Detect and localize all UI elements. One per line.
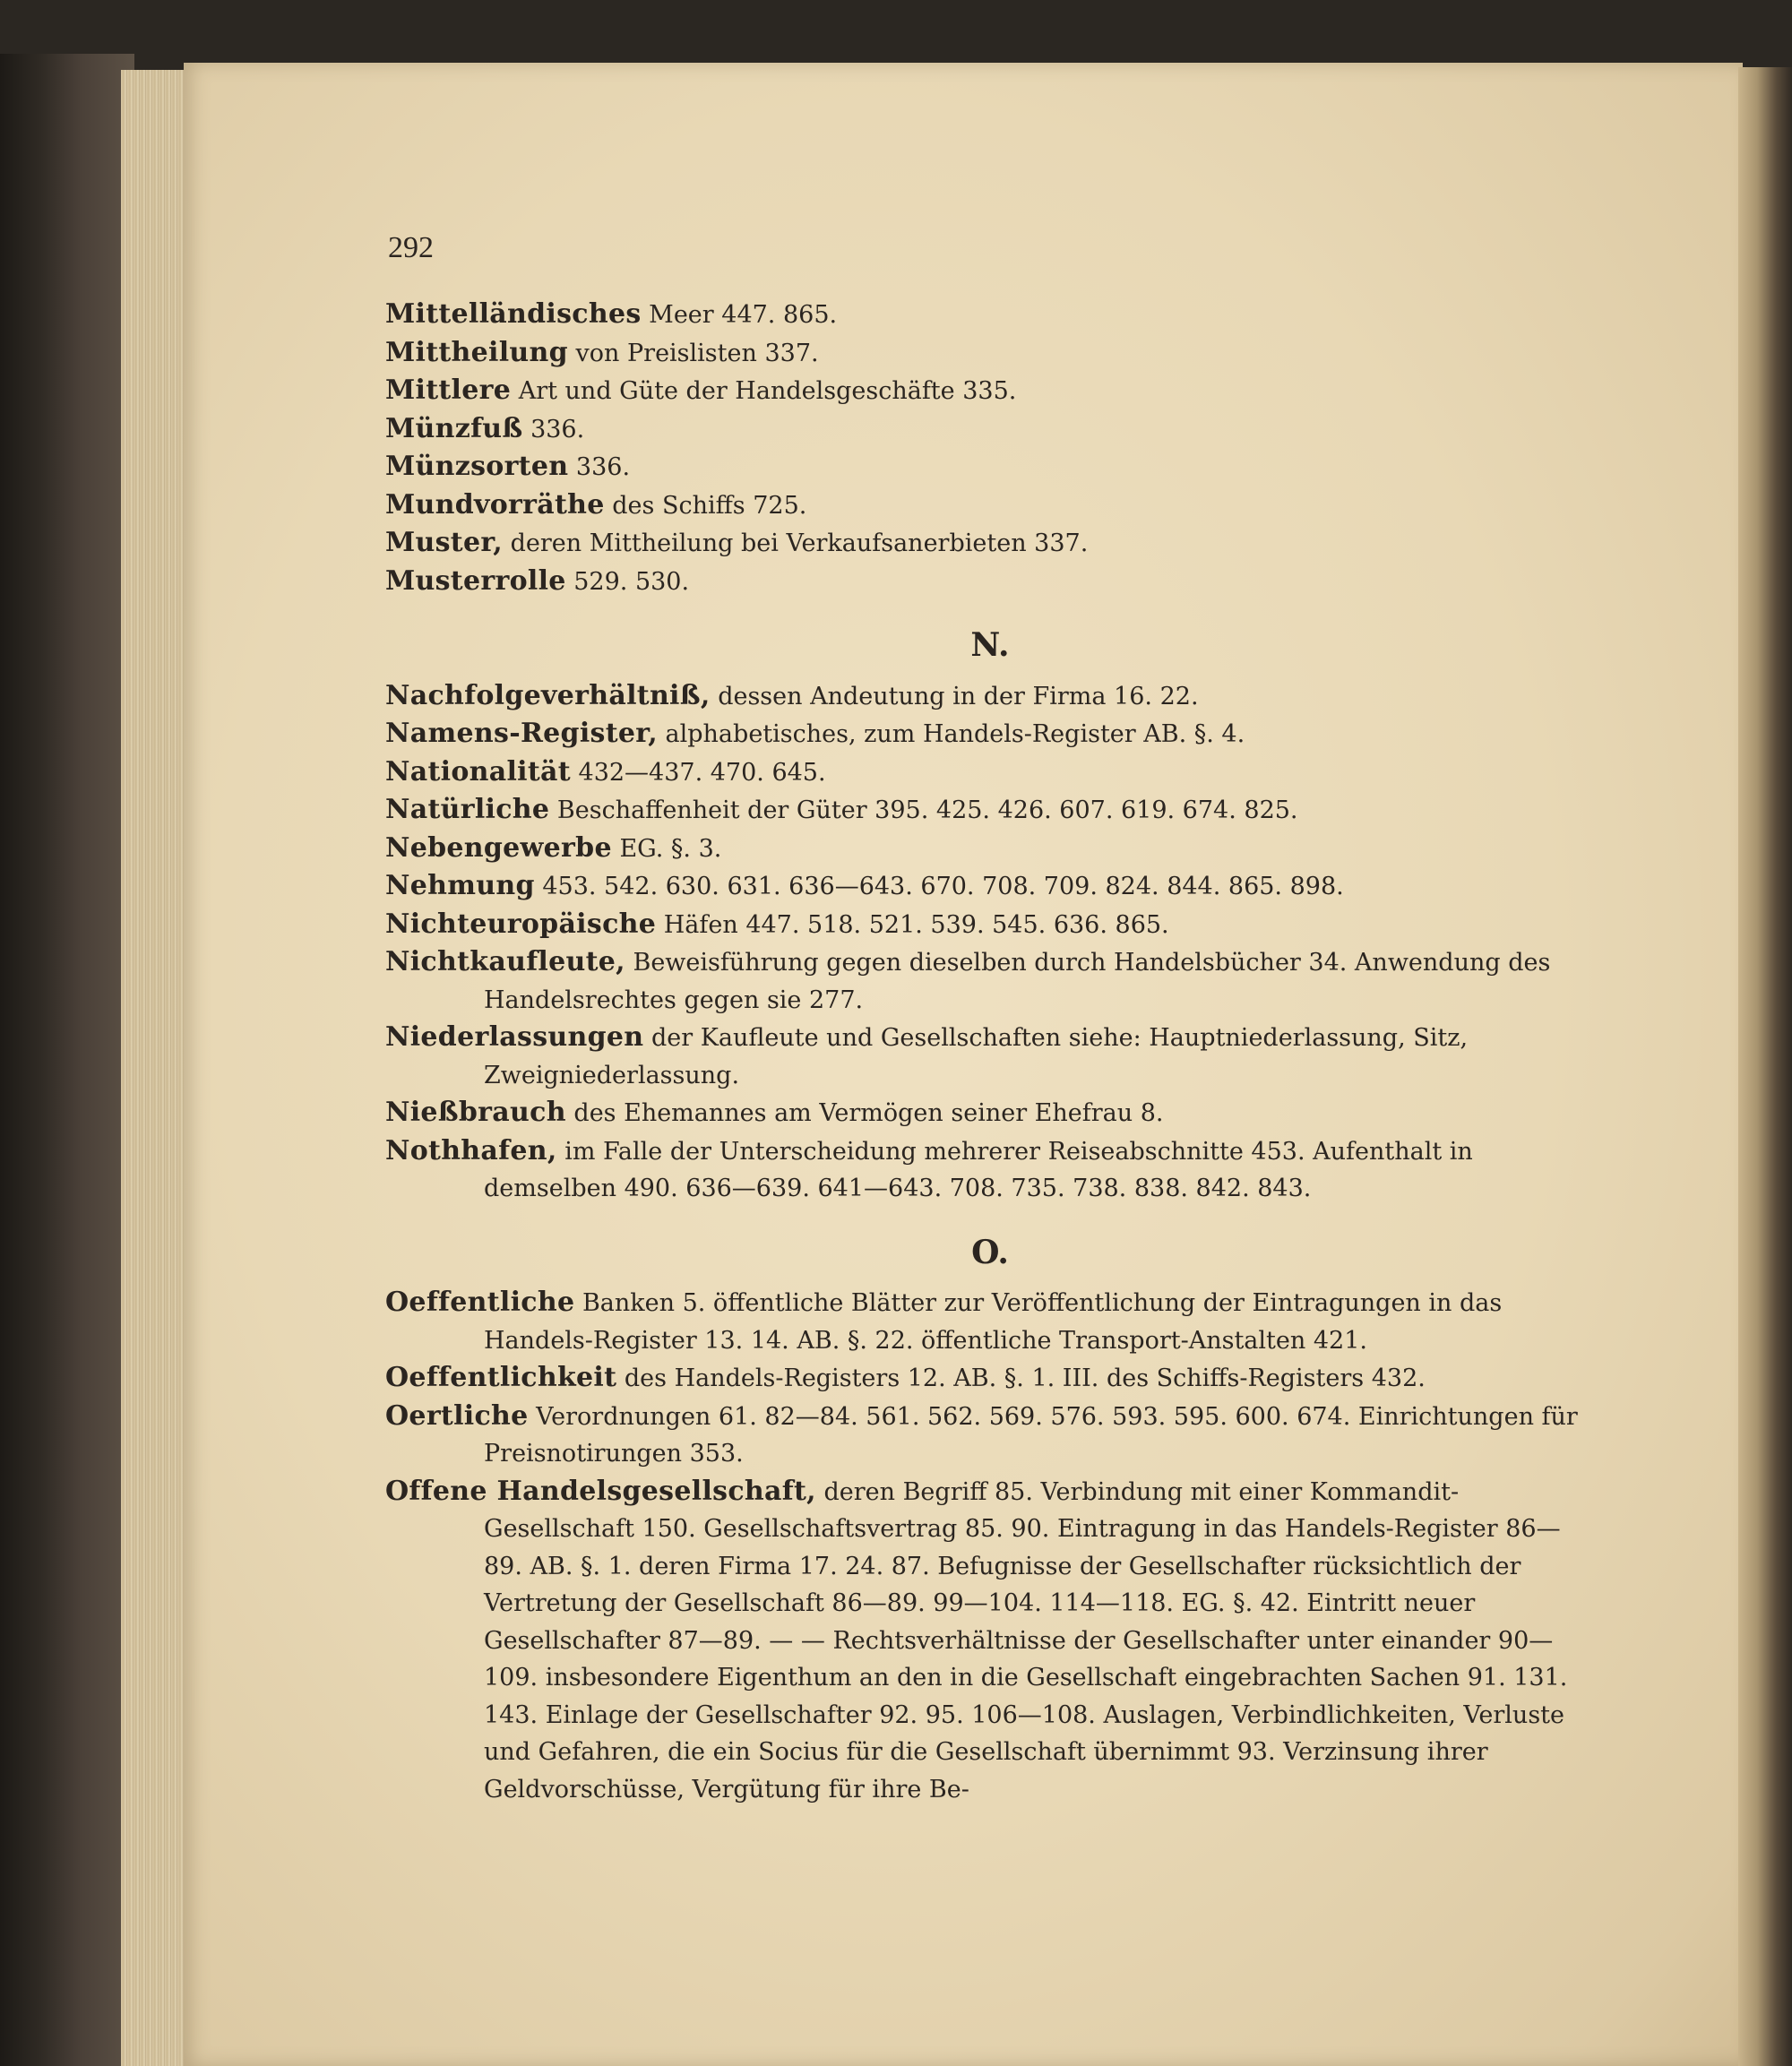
index-entry bbox=[385, 867, 1595, 906]
index-references: der Kaufleute und Gesellschaften siehe: Hauptniederlassung, Sitz, Zweigniederlassung. bbox=[484, 1024, 1469, 1089]
index-term: Münzsorten bbox=[385, 451, 569, 482]
index-references: Verordnungen 61. 82—84. 561. 562. 569. 576. 593. 595. 600. 674. Einrichtungen für Preisnotirungen 353. bbox=[484, 1402, 1578, 1468]
index-entry bbox=[385, 753, 1595, 792]
index-term: Natürliche bbox=[385, 794, 550, 825]
index-references: von Preislisten 337. bbox=[575, 339, 819, 367]
index-references: des Ehemannes am Vermögen seiner Ehefrau 8. bbox=[573, 1099, 1164, 1127]
index-references: EG. §. 3. bbox=[619, 834, 722, 863]
index-entry bbox=[385, 1094, 1595, 1132]
index-references: 453. 542. 630. 631. 636—643. 670. 708. 709. 824. 844. 865. 898. bbox=[542, 873, 1344, 900]
index-term: Nichteuropäische bbox=[385, 908, 657, 940]
index-references: 432—437. 470. 645. bbox=[578, 758, 826, 787]
index-entry bbox=[385, 791, 1595, 830]
index-references: Meer 447. 865. bbox=[649, 301, 838, 329]
index-references: dessen Andeutung in der Firma 16. 22. bbox=[718, 682, 1199, 710]
index-term: Musterrolle bbox=[385, 564, 566, 597]
index-entry bbox=[385, 296, 1595, 334]
index-term: Nichtkaufleute, bbox=[385, 946, 625, 977]
index-references: 529. 530. bbox=[573, 567, 690, 596]
index-entry bbox=[385, 1132, 1595, 1208]
index-term: Nießbrauch bbox=[385, 1097, 566, 1128]
index-entry bbox=[385, 1359, 1595, 1398]
index-term: Nehmung bbox=[385, 870, 535, 901]
index-references: 336. bbox=[575, 453, 631, 481]
index-references: im Falle der Unterscheidung mehrerer Reiseabschnitte 453. Aufenthalt in demselben 490. 636—639. 641—643. 708. 735. 738. 838. 842. 843. bbox=[484, 1137, 1473, 1202]
section-letter-heading: N. bbox=[970, 626, 1010, 664]
index-term: Münzfuß bbox=[385, 412, 523, 444]
index-references: Banken 5. öffentliche Blätter zur Veröffentlichung der Eintragungen in das Handels-Register 13. 14. AB. §. 22. öffentliche Transport-Anstalten 421. bbox=[484, 1289, 1503, 1355]
index-entry bbox=[385, 410, 1595, 449]
index-references: Art und Güte der Handelsgeschäfte 335. bbox=[518, 377, 1017, 405]
index-entry bbox=[385, 372, 1595, 410]
index-term: Niederlassungen bbox=[385, 1021, 644, 1053]
index-references: alphabetisches, zum Handels-Register AB. §. 4. bbox=[665, 720, 1245, 748]
index-sections bbox=[385, 296, 1595, 1808]
section-letter-heading: O. bbox=[971, 1233, 1009, 1271]
index-entry bbox=[385, 448, 1595, 486]
index-references: des Schiffs 725. bbox=[612, 491, 807, 520]
index-section bbox=[385, 627, 1595, 1208]
index-term: Offene Handelsgesellschaft, bbox=[385, 1475, 816, 1507]
index-entry bbox=[385, 715, 1595, 753]
index-entry bbox=[385, 1473, 1595, 1809]
index-term: Oeffentlichkeit bbox=[385, 1362, 617, 1393]
index-term: Mittheilung bbox=[385, 336, 568, 368]
index-entry bbox=[385, 1398, 1595, 1473]
index-term: Oeffentliche bbox=[385, 1287, 575, 1318]
index-references: Beweisführung gegen dieselben durch Handelsbücher 34. Anwendung des Handelsrechtes gegen sie 277. bbox=[484, 949, 1551, 1014]
page-number: 292 bbox=[388, 231, 434, 264]
index-term: Nachfolgeverhältniß, bbox=[385, 679, 711, 711]
index-term: Nothhafen, bbox=[385, 1134, 557, 1166]
index-section bbox=[385, 296, 1595, 600]
index-entry bbox=[385, 334, 1595, 373]
index-entry bbox=[385, 677, 1595, 716]
index-references: Beschaffenheit der Güter 395. 425. 426. 607. 619. 674. 825. bbox=[556, 796, 1298, 824]
index-entry bbox=[385, 906, 1595, 944]
index-references: deren Begriff 85. Verbindung mit einer Kommandit-Gesellschaft 150. Gesellschaftsvertrag 85. 90. Eintragung in das Handels-Register 86—89. AB. §. 1. deren Firma 17. 24. 87. Befugnisse der Gesellschafter rücksichtlich der Vertretung der Gesellschaft 86—89. 99—104. 114—118. EG. §. 42. Eintritt neuer Gesellschafter 87—89. — — Rechtsverhältnisse der Gesellschafter unter einander 90—109. insbesondere Eigenthum an den in die Gesellschaft eingebrachten Sachen 91. 131. 143. Einlage der Gesellschafter 92. 95. 106—108. Auslagen, Verbindlichkeiten, Verluste und Gefahren, die ein Socius für die Gesellschaft übernimmt 93. Verzinsung ihrer Geldvorschüsse, Vergütung für ihre Be- bbox=[484, 1477, 1568, 1803]
index-term: Mundvorräthe bbox=[385, 488, 605, 521]
index-entry bbox=[385, 524, 1595, 563]
index-entry bbox=[385, 943, 1595, 1019]
index-entry bbox=[385, 1019, 1595, 1094]
index-term: Mittlere bbox=[385, 374, 512, 406]
index-term: Mittelländisches bbox=[385, 298, 642, 330]
index-section bbox=[385, 1235, 1595, 1809]
index-term: Oertliche bbox=[385, 1399, 529, 1432]
index-entry bbox=[385, 1284, 1595, 1359]
index-entry bbox=[385, 563, 1595, 601]
index-references: des Handels-Registers 12. AB. §. 1. III. des Schiffs-Registers 432. bbox=[624, 1364, 1426, 1392]
index-entry bbox=[385, 486, 1595, 525]
book-binding bbox=[0, 54, 134, 2066]
index-references: deren Mittheilung bei Verkaufsanerbieten 337. bbox=[510, 529, 1089, 557]
index-term: Namens-Register, bbox=[385, 718, 658, 749]
index-term: Nebengewerbe bbox=[385, 831, 612, 864]
index-references: 336. bbox=[530, 415, 585, 443]
index-references: Häfen 447. 518. 521. 539. 545. 636. 865. bbox=[663, 910, 1169, 939]
page-edges bbox=[121, 70, 188, 2066]
index-text bbox=[385, 296, 1595, 1808]
index-term: Nationalität bbox=[385, 755, 571, 788]
page-gutter bbox=[1738, 67, 1792, 2066]
index-term: Muster, bbox=[385, 527, 504, 558]
index-entry bbox=[385, 830, 1595, 868]
